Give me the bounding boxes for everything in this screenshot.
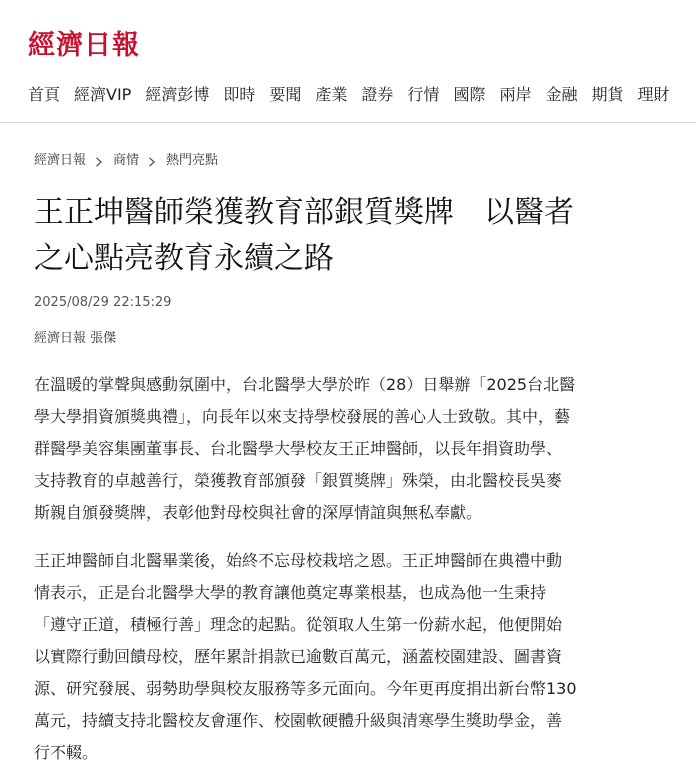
article-timestamp: 2025/08/29 22:15:29 bbox=[34, 295, 172, 310]
nav-item-industry[interactable]: 產業 bbox=[315, 85, 348, 104]
nav-item-cross-strait[interactable]: 兩岸 bbox=[499, 85, 532, 104]
article-author: 經濟日報 張傑 bbox=[34, 331, 117, 346]
breadcrumb-item-home[interactable]: 經濟日報 bbox=[34, 153, 87, 168]
chevron-right-icon bbox=[95, 157, 103, 165]
nav-item-securities[interactable]: 證券 bbox=[361, 85, 394, 104]
site-header bbox=[0, 0, 696, 123]
nav-item-realtime[interactable]: 即時 bbox=[223, 85, 256, 104]
nav-item-wealth[interactable]: 理財 bbox=[637, 85, 670, 104]
nav-item-bloomberg[interactable]: 經濟彭博 bbox=[145, 85, 210, 104]
breadcrumb-item-business[interactable]: 商情 bbox=[113, 153, 140, 168]
breadcrumb bbox=[34, 151, 218, 171]
nav-item-finance[interactable]: 金融 bbox=[545, 85, 578, 104]
article-paragraph: 在溫暖的掌聲與感動氛圍中，台北醫學大學於昨（28）日舉辦「2025台北醫 學大學捐資頒獎典禮」，向長年以來支持學校發展的善心人士致敬。其中，藝 群醫學美容集團董事長、台北醫學大學校友王正坤醫師，以長年捐資助學、 支持教育的卓越善行，榮獲教育部頒發「銀質獎牌」殊榮，由北醫校長吳麥 斯親自頒發獎牌，表彰他對母校與社會的深厚情誼與無私奉獻。 bbox=[34, 375, 576, 522]
nav-item-headlines[interactable]: 要聞 bbox=[269, 85, 302, 104]
article-paragraph: 王正坤醫師自北醫畢業後，始終不忘母校栽培之恩。王正坤醫師在典禮中動 情表示，正是台北醫學大學的教育讓他奠定專業根基，也成為他一生秉持 「遵守正道，積極行善」理念的起點。從領取人生第一份薪水起，他便開始 以實際行動回饋母校，歷年累計捐款已逾數百萬元，涵蓋校園建設、圖書資 源、研究發展、弱勢助學與校友服務等多元面向。今年更再度捐出新台幣130 萬元，持續支持北醫校友會運作、校園軟硬體升級與清寒學生獎助學金，善 行不輟。 bbox=[34, 551, 577, 762]
site-logo[interactable]: 經濟日報 bbox=[28, 30, 140, 61]
article-title: 王正坤醫師榮獲教育部銀質獎牌 以醫者 之心點亮教育永續之路 bbox=[34, 195, 574, 276]
breadcrumb-item-highlights[interactable]: 熱門亮點 bbox=[166, 153, 219, 168]
nav-item-home[interactable]: 首頁 bbox=[28, 85, 61, 104]
nav-item-market[interactable]: 行情 bbox=[407, 85, 440, 104]
chevron-right-icon bbox=[148, 157, 156, 165]
nav-item-futures[interactable]: 期貨 bbox=[591, 85, 624, 104]
nav-item-international[interactable]: 國際 bbox=[453, 85, 486, 104]
main-nav bbox=[28, 82, 670, 108]
nav-item-vip[interactable]: 經濟VIP bbox=[74, 85, 132, 104]
